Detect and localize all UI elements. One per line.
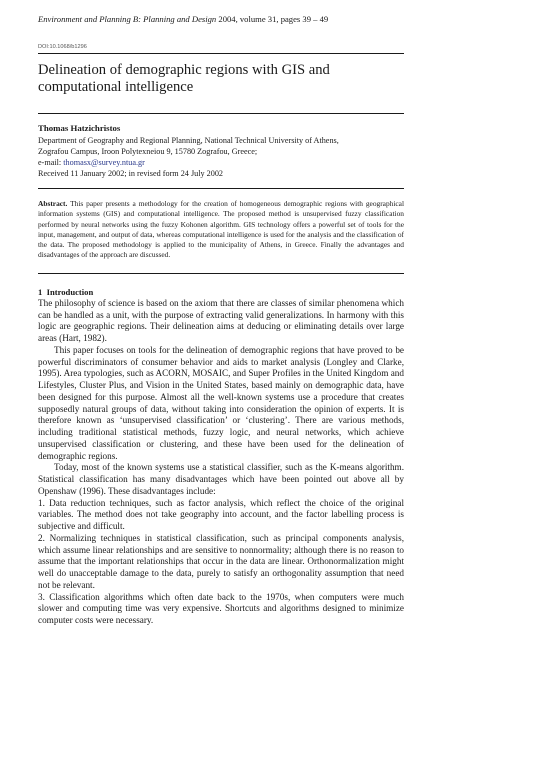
email-link[interactable]: thomasx@survey.ntua.gr	[63, 158, 145, 167]
journal-name: Environment and Planning B: Planning and Design	[38, 14, 217, 24]
list-item: 3. Classification algorithms which often date back to the 1970s, when computers were much slower and computing time was very expensive. Shortcuts and algorithms designed to minimize computer costs were necessary.	[38, 591, 404, 626]
doi: DOI:10.1068/b1296	[38, 44, 87, 50]
section-body	[38, 298, 404, 627]
author-name: Thomas Hatzichristos	[38, 123, 121, 133]
paragraph: Today, most of the known systems use a statistical classifier, such as the K-means algorithm. Statistical classification has many disadvantages which have been pointed out above all by Openshaw (1996). These disadvantages include:	[38, 462, 404, 496]
affiliation-rule	[38, 188, 404, 189]
email-line	[38, 157, 404, 168]
journal-header	[38, 14, 404, 24]
paragraph: The philosophy of science is based on the axiom that there are classes of similar phenomena which can be handled as a unit, with the purpose of extracting valid generalizations. In harmony with this logic are geographic regions. Their delineation aims at deducing or eliminating details over large areas (Hart, 1982).	[38, 297, 404, 344]
abstract-label: Abstract.	[38, 199, 68, 208]
affiliation-line-2: Zografou Campus, Iroon Polytexneiou 9, 15780 Zografou, Greece;	[38, 147, 258, 156]
top-rule	[38, 53, 404, 54]
abstract-text: This paper presents a methodology for the creation of homogeneous demographic regions with geographical information systems (GIS) and computational intelligence. The proposed method is unsupervised fuzzy classification performed by neural networks using the fuzzy Kohonen algorithm. GIS technology offers a powerful set of tools for the input, management, and output of data, whereas computational intelligence is used for the analysis and the classification of the data. The proposed methodology is applied to the municipality of Athens, in Greece. Finally the advantages and disadvantages of the approach are discussed.	[38, 199, 405, 260]
abstract	[38, 199, 404, 261]
paper-title: Delineation of demographic regions with GIS and computational intelligence	[38, 62, 330, 95]
list-item: 1. Data reduction techniques, such as factor analysis, which reflect the choice of the original variables. The method does not take geography into account, and the factor labelling process is subjective and difficult.	[38, 497, 404, 532]
title-rule	[38, 113, 404, 114]
paper-page	[38, 14, 404, 627]
email-label: e-mail:	[38, 158, 64, 167]
journal-citation: 2004, volume 31, pages 39 – 49	[218, 14, 329, 24]
received-dates: Received 11 January 2002; in revised form 24 July 2002	[38, 169, 224, 178]
affiliation-line-1: Department of Geography and Regional Planning, National Technical University of Athens,	[38, 136, 339, 145]
list-item: 2. Normalizing techniques in statistical classification, such as principal components analysis, which assume linear relationships and are sensitive to nonnormality; although there is no reason to assume that the important relationships that occur in the data are linear. Orthonormalization might well do unacceptable damage to the data, purely to satisfy an orthogonality assumption that need not be relevant.	[38, 532, 404, 590]
section-number: 1	[38, 286, 43, 297]
section-title: Introduction	[46, 286, 94, 297]
section-heading	[38, 287, 404, 297]
affiliation-block	[38, 135, 404, 179]
paragraph: This paper focuses on tools for the delineation of demographic regions that have proved to be powerful discriminators of consumer behavior and aids to market analysis (Longley and Clarke, 1995). Area typologies, such as ACORN, MOSAIC, and Super Profiles in the United Kingdom and Lifestyles, Cluster Plus, and Vision in the United States, based mainly on demographic data, have been designed for this purpose. Almost all the well-known systems use a procedure that creates supposedly natural groups of data, without taking into consideration the opinion of experts. It is therefore known as ‘unsupervised classification’ or ‘clustering’. There are various methods, including traditional statistical methods, fuzzy logic, and neural networks, which achieve unsupervised classification or clustering, and these have been used for the delineation of demographic regions.	[38, 344, 404, 461]
abstract-rule	[38, 273, 404, 274]
